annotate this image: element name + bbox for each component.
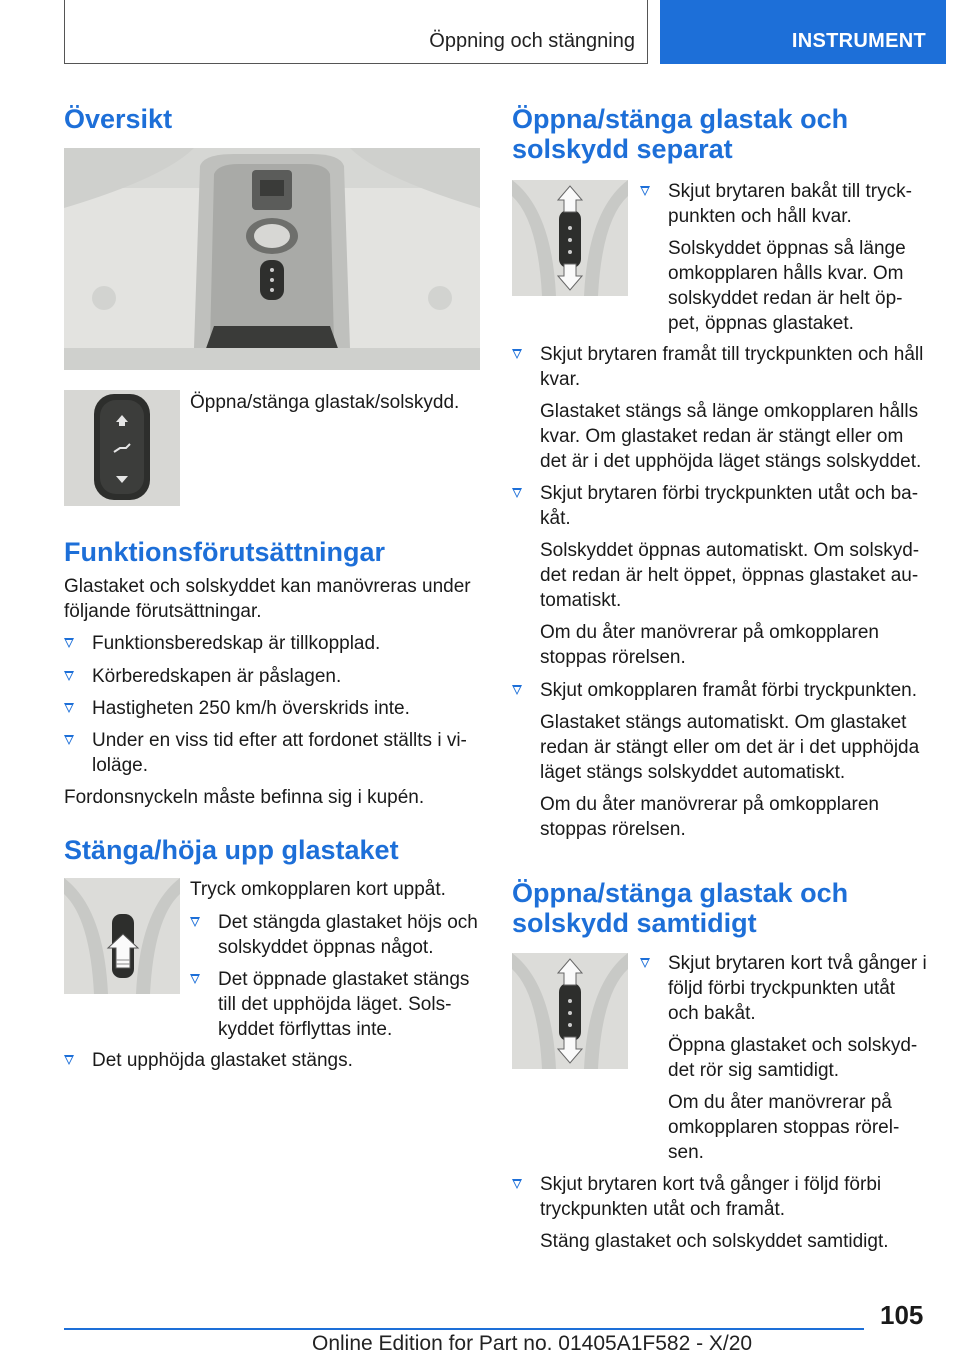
triangle-bullet-icon <box>190 974 200 984</box>
triangle-bullet-icon <box>512 349 522 359</box>
heading-samtidigt: Öppna/stänga glastak och solskydd samtidigt <box>512 878 849 938</box>
list-item: Skjut brytaren kort två gånger i följd förbi tryckpunkten utåt och framåt. Stäng glastaket och solskyddet samtidigt. <box>512 1172 932 1254</box>
triangle-bullet-icon <box>512 488 522 498</box>
list-item: Skjut brytaren förbi tryckpunkten utåt och ba‐kåt. Solskyddet öppnas automatiskt. Om solskyd‐det redan är helt öppet, öppnas glastaket au‐tomatiskt. Om du åter manövrerar på omkopplaren stoppas rörelsen. <box>512 481 932 670</box>
funktion-intro: Glastaket och solskyddet kan manövreras under följande förutsättningar. <box>64 576 471 622</box>
list-item: Under en viss tid efter att fordonet ställts i vi‐loläge. <box>64 728 480 778</box>
list-item: Det öppnade glastaket stängs till det upphöjda läget. Sols‐kyddet förflyttas inte. <box>190 967 480 1042</box>
list-item: Skjut omkopplaren framåt förbi tryckpunkten. Glastaket stängs automatiskt. Om glastaket redan är stängt eller om det är i det upphöjda läget stängs solskyddet automatiskt. Om du åter manövrerar på omkopplaren stoppas rörelsen. <box>512 678 932 842</box>
stanga-intro: Tryck omkopplaren kort uppåt. <box>190 879 446 900</box>
switch-slide-photo-separat <box>512 180 628 296</box>
roof-console-photo <box>64 148 480 370</box>
triangle-bullet-icon <box>64 1055 74 1065</box>
footer-divider <box>64 1328 864 1330</box>
funktion-note: Fordonsnyckeln måste befinna sig i kupén. <box>64 787 425 808</box>
heading-stanga-hoja: Stänga/höja upp glastaket <box>64 835 399 865</box>
switch-slide-photo-samtidigt <box>512 953 628 1069</box>
triangle-bullet-icon <box>512 1179 522 1189</box>
footer-edition: Online Edition for Part no. 01405A1F582 - X/20 <box>312 1332 753 1355</box>
page-number: 105 <box>880 1300 924 1330</box>
triangle-bullet-icon <box>64 735 74 745</box>
switch-closeup-photo <box>64 390 180 506</box>
heading-separat: Öppna/stänga glastak och solskydd separat <box>512 104 849 164</box>
header-section-title: Öppning och stängning <box>429 30 635 52</box>
switch-caption: Öppna/stänga glastak/solskydd. <box>190 392 460 413</box>
heading-funktionsforutsattningar: Funktionsförutsättningar <box>64 537 385 567</box>
list-item: Skjut brytaren framåt till tryckpunkten och håll kvar. Glastaket stängs så länge omkopplaren hålls kvar. Om glastaket redan är stängt eller om det är i det upphöjda läget stängs solskyddet. <box>512 342 932 474</box>
list-item: Skjut brytaren bakåt till tryck‐punkten och håll kvar. Solskyddet öppnas så länge omkopplaren hålls kvar. Om solskyddet redan är helt öp‐pet, öppnas glastaket. <box>640 179 930 336</box>
list-item: Funktionsberedskap är tillkopplad. <box>64 631 480 656</box>
triangle-bullet-icon <box>64 671 74 681</box>
list-item: Körberedskapen är påslagen. <box>64 664 480 689</box>
triangle-bullet-icon <box>64 703 74 713</box>
triangle-bullet-icon <box>64 638 74 648</box>
switch-up-photo <box>64 878 180 994</box>
list-item: Det upphöjda glastaket stängs. <box>64 1048 480 1073</box>
triangle-bullet-icon <box>512 685 522 695</box>
header-chapter-label: INSTRUMENT <box>791 30 926 52</box>
triangle-bullet-icon <box>640 958 650 968</box>
header-section-box <box>64 0 648 64</box>
heading-oversikt: Översikt <box>64 104 173 134</box>
header-chapter-tab[interactable] <box>660 0 946 64</box>
list-item: Skjut brytaren kort två gånger i följd förbi tryckpunkten utåt och bakåt. Öppna glastaket och solskyd‐det rör sig samtidigt. Om du åter manövrerar på omkopplaren stoppas rörel‐sen. <box>640 951 930 1165</box>
triangle-bullet-icon <box>190 917 200 927</box>
triangle-bullet-icon <box>640 186 650 196</box>
list-item: Hastigheten 250 km/h överskrids inte. <box>64 696 480 721</box>
list-item: Det stängda glastaket höjs och solskyddet öppnas något. <box>190 910 480 960</box>
